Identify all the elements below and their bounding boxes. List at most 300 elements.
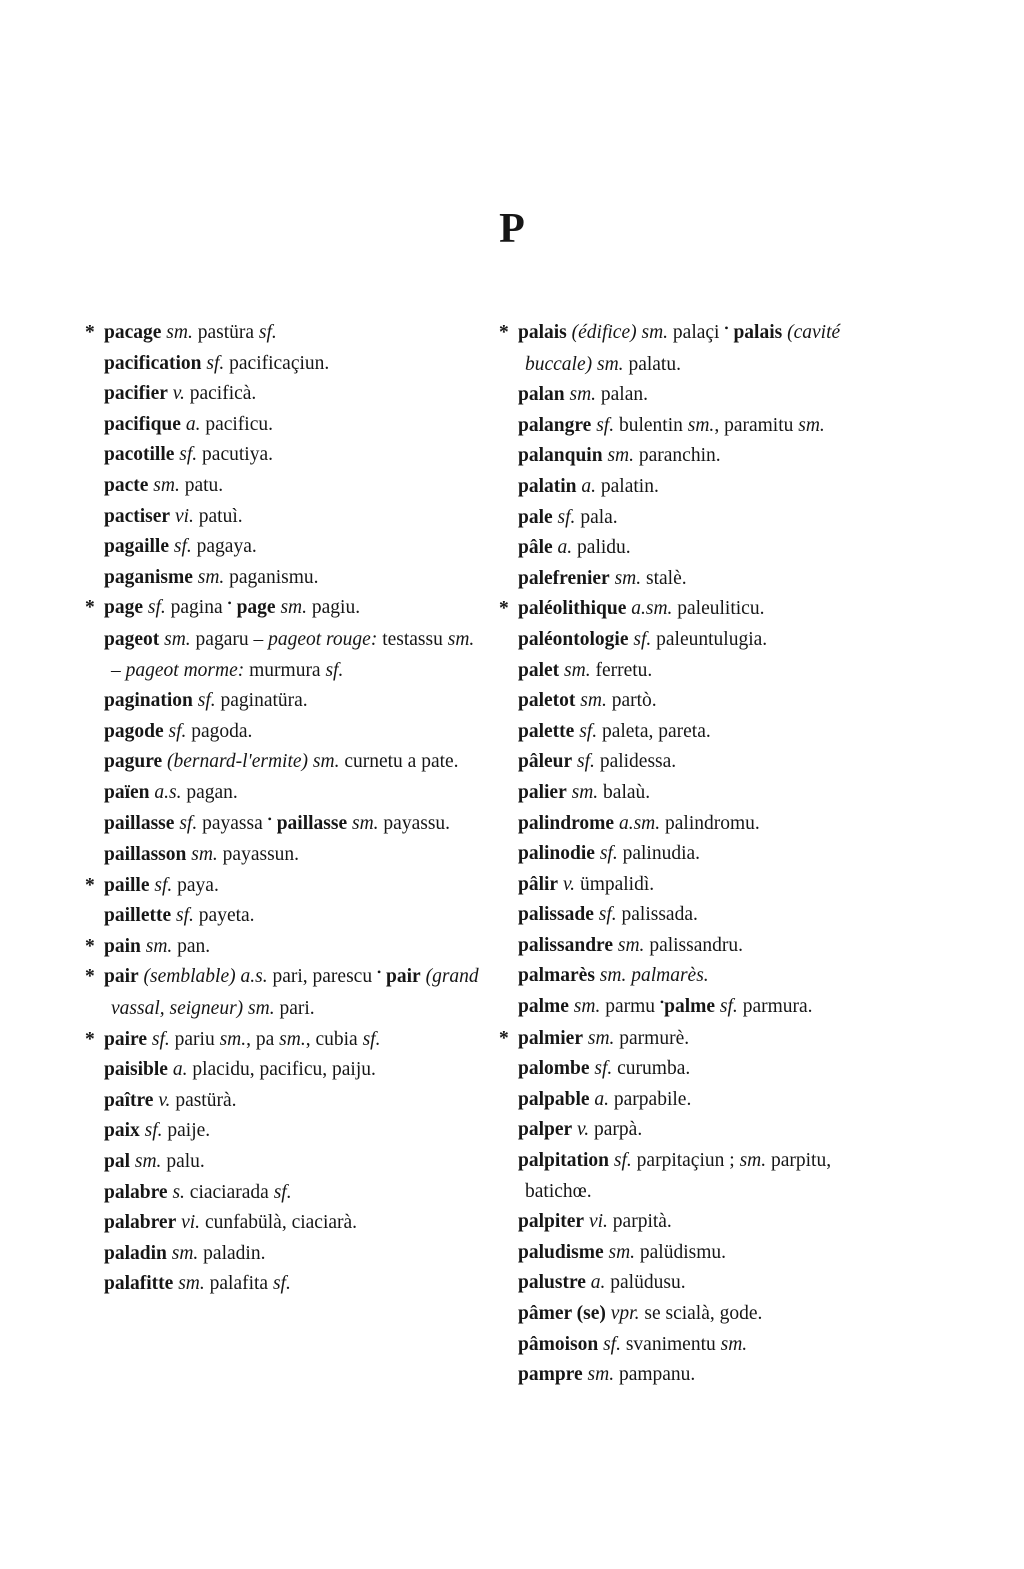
- dictionary-entry: [518, 1115, 898, 1146]
- headword: palette: [518, 720, 575, 742]
- page-letter-heading: P: [499, 206, 525, 252]
- separator-bullet: •: [724, 321, 729, 335]
- dictionary-entry: [518, 503, 898, 534]
- separator-bullet: •: [227, 596, 232, 611]
- separator-bullet: •: [659, 995, 665, 1010]
- headword: palmarès: [518, 965, 595, 987]
- grammar-label: a.: [185, 413, 201, 435]
- translation-text: pagaya.: [191, 536, 257, 558]
- grammar-label: sm.: [447, 628, 475, 650]
- headword: pacage: [104, 322, 162, 343]
- grammar-label: sf.: [197, 690, 216, 712]
- dictionary-entry: [518, 625, 898, 656]
- headword: paladin: [104, 1242, 167, 1264]
- grammar-label: sm.: [569, 384, 597, 406]
- dictionary-entry: [104, 809, 484, 841]
- grammar-label: sf.: [596, 414, 615, 436]
- grammar-label: sm.: [580, 690, 607, 712]
- translation-text: pariu: [169, 1028, 220, 1050]
- translation-text: testassu: [377, 628, 448, 650]
- translation-text: pagiu.: [307, 597, 361, 619]
- translation-text: parmu: [600, 996, 660, 1018]
- grammar-label: sf.: [633, 628, 652, 650]
- translation-text: , pa: [246, 1028, 280, 1050]
- grammar-label: sf.: [179, 812, 198, 834]
- grammar-label: sf.: [272, 1273, 291, 1295]
- translation-text: pala.: [575, 506, 618, 528]
- dictionary-entry: [499, 594, 898, 625]
- translation-text: paleta, pareta.: [597, 720, 711, 742]
- asterisk-marker: *: [499, 598, 509, 620]
- grammar-label: vi.: [588, 1211, 608, 1233]
- translation-text: pastürà.: [170, 1089, 237, 1111]
- grammar-label: sm.: [587, 1027, 615, 1049]
- dictionary-entry: [518, 809, 898, 840]
- translation-text: paladin.: [198, 1242, 266, 1264]
- headword: pain: [104, 935, 141, 957]
- headword: palmier: [518, 1027, 583, 1049]
- headword: paisible: [104, 1059, 168, 1081]
- headword: paillasse: [104, 812, 175, 834]
- dictionary-entry: [518, 1146, 898, 1207]
- grammar-label: vi.: [181, 1212, 201, 1234]
- headword: pacte: [104, 474, 149, 496]
- headword: palinodie: [518, 843, 595, 865]
- grammar-label: sm.: [798, 414, 825, 436]
- headword: pagure: [104, 751, 163, 773]
- translation-text: pagan.: [181, 781, 238, 803]
- translation-text: parpitaçiun ;: [631, 1150, 740, 1172]
- translation-text: palatu.: [623, 353, 681, 375]
- headword: pagaille: [104, 536, 170, 558]
- grammar-label: sf.: [144, 1120, 163, 1142]
- headword: palan: [518, 384, 565, 406]
- headword: palefrenier: [518, 567, 610, 589]
- headword: palissade: [518, 904, 594, 926]
- translation-text: pastüra: [192, 322, 259, 343]
- grammar-label: sm.: [197, 566, 225, 588]
- translation-text: curnetu a pate.: [339, 751, 459, 773]
- grammar-label: sm.: [279, 1028, 306, 1050]
- headword: pâlir: [518, 873, 559, 895]
- grammar-label: a.: [581, 475, 597, 497]
- headword: pagination: [104, 690, 193, 712]
- grammar-label: pageot morme:: [125, 659, 245, 681]
- dictionary-entry: [518, 931, 898, 962]
- dictionary-entry: [518, 1054, 898, 1085]
- grammar-label: sm.: [687, 414, 715, 436]
- translation-text: paganismu.: [224, 566, 319, 588]
- headword: paître: [104, 1089, 154, 1111]
- dictionary-entry: [518, 380, 898, 411]
- grammar-label: sm.: [145, 935, 173, 957]
- headword: pacotille: [104, 444, 175, 466]
- headword: pacifique: [104, 413, 181, 435]
- headword: palet: [518, 659, 560, 681]
- headword: paganisme: [104, 566, 193, 588]
- dictionary-entry: [518, 870, 898, 901]
- grammar-label: sf.: [154, 874, 173, 896]
- grammar-label: pageot rouge:: [268, 628, 378, 650]
- translation-text: cunfabülà, ciaciarà.: [200, 1212, 358, 1234]
- translation-text: , paramitu: [714, 414, 799, 436]
- translation-text: se scialà, gode.: [639, 1303, 763, 1324]
- grammar-label: sm.: [166, 322, 193, 343]
- headword: pal: [104, 1151, 131, 1173]
- grammar-label: sf.: [362, 1028, 381, 1050]
- headword: pale: [518, 506, 553, 528]
- translation-text: pacutiya.: [197, 444, 273, 466]
- translation-text: palindromu.: [660, 812, 760, 834]
- grammar-label: (semblable) a.s.: [143, 966, 268, 988]
- headword: page: [104, 597, 143, 619]
- translation-text: payassun.: [217, 844, 300, 866]
- grammar-label: sf.: [719, 996, 738, 1018]
- grammar-label: sm.: [564, 659, 591, 681]
- grammar-label: sf.: [325, 659, 344, 681]
- translation-text: pacificu.: [200, 413, 273, 435]
- grammar-label: sf.: [613, 1150, 632, 1172]
- dictionary-entry: [85, 962, 484, 1024]
- headword: palme: [664, 996, 716, 1018]
- translation-text: parmurè.: [614, 1027, 690, 1049]
- headword: pampre: [518, 1364, 583, 1386]
- asterisk-marker: *: [85, 966, 95, 988]
- grammar-label: sf.: [273, 1181, 292, 1203]
- headword: palustre: [518, 1272, 586, 1294]
- headword: palafitte: [104, 1273, 174, 1295]
- grammar-label: a.: [172, 1059, 188, 1081]
- right-column: [499, 318, 898, 1391]
- grammar-label: a.: [590, 1272, 606, 1294]
- translation-text: ümpalidì.: [575, 873, 655, 895]
- dictionary-entry: [85, 593, 484, 625]
- translation-text: , cubia: [305, 1028, 363, 1050]
- dictionary-entry: [518, 1299, 898, 1330]
- grammar-label: vpr.: [610, 1303, 640, 1324]
- translation-text: ciaciarada: [184, 1181, 274, 1203]
- dictionary-entry: [518, 1085, 898, 1116]
- headword: pâmer (se): [518, 1303, 606, 1324]
- dictionary-entry: [518, 533, 898, 564]
- dictionary-entry: [518, 1330, 898, 1361]
- grammar-label: sm.: [219, 1028, 247, 1050]
- translation-text: svanimentu: [620, 1333, 721, 1355]
- translation-text: paranchin.: [633, 445, 721, 467]
- asterisk-marker: *: [85, 874, 95, 896]
- dictionary-entry: [518, 1268, 898, 1299]
- headword: palier: [518, 781, 567, 803]
- dictionary-entry: [518, 717, 898, 748]
- headword: païen: [104, 781, 150, 803]
- headword: pagode: [104, 720, 164, 742]
- grammar-label: sm.: [153, 474, 180, 496]
- grammar-label: v.: [172, 383, 185, 405]
- dictionary-entry: [104, 410, 484, 441]
- grammar-label: sm.: [720, 1333, 748, 1355]
- translation-text: parpabile.: [609, 1088, 692, 1110]
- translation-text: payassa: [197, 812, 268, 834]
- translation-text: murmura: [244, 659, 326, 681]
- dictionary-entry: [104, 532, 484, 563]
- translation-text: pagaru –: [190, 628, 269, 650]
- headword: palanquin: [518, 445, 603, 467]
- headword: paludisme: [518, 1241, 604, 1263]
- translation-text: payeta.: [193, 905, 255, 927]
- headword: pair: [104, 966, 139, 988]
- dictionary-entry: [104, 901, 484, 932]
- dictionary-entry: [104, 1086, 484, 1117]
- dictionary-entry: [104, 717, 484, 748]
- dictionary-entry: [104, 747, 484, 778]
- headword: palpable: [518, 1088, 590, 1110]
- headword: pair: [386, 966, 421, 988]
- translation-text: palüdusu.: [605, 1272, 686, 1294]
- dictionary-entry: [518, 778, 898, 809]
- translation-text: balaù.: [598, 781, 651, 803]
- headword: pâle: [518, 537, 553, 559]
- translation-text: pan.: [172, 935, 211, 957]
- grammar-label: sf.: [173, 536, 192, 558]
- grammar-label: sm.: [191, 844, 218, 866]
- grammar-label: sm.: [134, 1151, 162, 1173]
- grammar-label: sm.: [571, 781, 599, 803]
- dictionary-entry: [518, 441, 898, 472]
- dictionary-entry: [518, 961, 898, 992]
- grammar-label: sm.: [739, 1150, 767, 1172]
- dictionary-entry: [104, 1116, 484, 1147]
- asterisk-marker: *: [499, 1027, 509, 1049]
- translation-text: palidessa.: [594, 751, 677, 773]
- headword: palpitation: [518, 1150, 610, 1172]
- dictionary-entry: [104, 1208, 484, 1239]
- translation-text: palissada.: [616, 904, 698, 926]
- translation-text: pari.: [274, 998, 315, 1020]
- asterisk-marker: *: [85, 935, 95, 957]
- grammar-label: sm.: [617, 934, 645, 956]
- headword: palme: [518, 996, 569, 1018]
- translation-text: palu.: [161, 1151, 205, 1173]
- dictionary-entry: [104, 1269, 484, 1300]
- grammar-label: sf.: [147, 597, 166, 619]
- dictionary-entry: [85, 932, 484, 963]
- translation-text: palatin.: [596, 475, 659, 497]
- asterisk-marker: *: [499, 322, 509, 343]
- headword: paille: [104, 874, 150, 896]
- headword: palper: [518, 1119, 573, 1141]
- translation-text: ferretu.: [590, 659, 653, 681]
- translation-text: paleuliticu.: [672, 598, 765, 620]
- headword: pactiser: [104, 505, 171, 527]
- headword: paléolithique: [518, 598, 627, 620]
- grammar-label: v.: [562, 873, 576, 895]
- headword: pâleur: [518, 751, 573, 773]
- grammar-label: (cavité buccale) sm.: [525, 322, 841, 375]
- translation-text: paginatüra.: [215, 690, 308, 712]
- dictionary-entry: [104, 563, 484, 594]
- translation-text: pagina: [165, 597, 228, 619]
- dictionary-entry: [104, 778, 484, 809]
- grammar-label: sf.: [176, 905, 194, 927]
- grammar-label: s.: [172, 1181, 185, 1203]
- grammar-label: sm.: [587, 1364, 615, 1386]
- headword: paillasson: [104, 844, 187, 866]
- headword: paillette: [104, 905, 172, 927]
- translation-text: pacificà.: [184, 383, 257, 405]
- grammar-label: sm.: [614, 567, 642, 589]
- translation-text: paya.: [172, 874, 219, 896]
- dictionary-entry: [499, 1024, 898, 1055]
- dictionary-entry: [104, 625, 484, 686]
- headword: page: [236, 597, 276, 619]
- separator-bullet: •: [267, 811, 272, 826]
- grammar-label: (grand vassal, seigneur) sm.: [111, 966, 479, 1020]
- headword: pacifier: [104, 383, 168, 405]
- dictionary-entry: [104, 686, 484, 717]
- grammar-label: sm.: [607, 445, 634, 467]
- headword: paléontologie: [518, 628, 629, 650]
- translation-text: paleuntulugia.: [651, 628, 768, 650]
- asterisk-marker: *: [85, 597, 95, 619]
- headword: palabre: [104, 1181, 168, 1203]
- grammar-label: a.: [594, 1088, 610, 1110]
- grammar-label: sm.: [280, 597, 307, 619]
- asterisk-marker: *: [85, 322, 95, 343]
- headword: palissandre: [518, 934, 614, 956]
- grammar-label: sf.: [598, 904, 617, 926]
- dictionary-entry: [518, 1360, 898, 1391]
- translation-text: parpità.: [607, 1211, 672, 1233]
- dictionary-entry: [104, 502, 484, 533]
- dictionary-entry: [518, 1238, 898, 1269]
- grammar-label: sf.: [599, 843, 618, 865]
- dictionary-entry: [85, 1025, 484, 1056]
- headword: palpiter: [518, 1211, 585, 1233]
- grammar-label: sf.: [579, 720, 598, 742]
- grammar-label: v.: [577, 1119, 590, 1141]
- headword: palabrer: [104, 1212, 177, 1234]
- grammar-label: sm.: [171, 1242, 199, 1264]
- dictionary-entry: [104, 379, 484, 410]
- dictionary-entry: [518, 656, 898, 687]
- headword: paire: [104, 1028, 147, 1050]
- headword: palindrome: [518, 812, 615, 834]
- translation-text: partò.: [606, 690, 657, 712]
- headword: paix: [104, 1120, 140, 1142]
- translation-text: palinudia.: [617, 843, 701, 865]
- grammar-label: sf.: [168, 720, 187, 742]
- translation-text: placidu, pacificu, paiju.: [187, 1059, 376, 1081]
- translation-text: –: [111, 659, 126, 681]
- grammar-label: sf.: [594, 1058, 613, 1080]
- headword: paletot: [518, 690, 576, 712]
- translation-text: paije.: [162, 1120, 211, 1142]
- headword: pacification: [104, 352, 202, 374]
- grammar-label: sf.: [179, 444, 198, 466]
- headword: paillasse: [276, 812, 348, 834]
- headword: palatin: [518, 475, 577, 497]
- translation-text: stalè.: [641, 567, 687, 589]
- headword: palais: [518, 322, 567, 343]
- dictionary-entry: [104, 1147, 484, 1178]
- grammar-label: sm. palmarès.: [599, 965, 709, 987]
- translation-text: palidu.: [572, 537, 631, 559]
- grammar-label: a.sm.: [618, 812, 661, 834]
- grammar-label: sf.: [258, 322, 277, 343]
- grammar-label: sf.: [206, 352, 225, 374]
- translation-text: palaçi: [668, 322, 725, 343]
- dictionary-entry: [518, 411, 898, 442]
- grammar-label: (édifice) sm.: [571, 322, 669, 343]
- translation-text: pacificaçiun.: [224, 352, 330, 374]
- dictionary-entry: [104, 840, 484, 871]
- translation-text: palissandru.: [644, 934, 744, 956]
- grammar-label: sm.: [608, 1241, 636, 1263]
- dictionary-entry: [85, 871, 484, 902]
- grammar-label: a.s.: [154, 781, 182, 803]
- translation-text: curumba.: [612, 1058, 691, 1080]
- grammar-label: sf.: [577, 751, 595, 773]
- grammar-label: sm.: [352, 812, 379, 834]
- translation-text: pari, parescu: [267, 966, 377, 988]
- dictionary-entry: [104, 440, 484, 471]
- translation-text: pagoda.: [186, 720, 253, 742]
- grammar-label: a.: [557, 537, 573, 559]
- grammar-label: sf.: [151, 1028, 170, 1050]
- dictionary-entry: [104, 349, 484, 380]
- grammar-label: a.sm.: [631, 598, 673, 620]
- dictionary-entry: [104, 471, 484, 502]
- asterisk-marker: *: [85, 1028, 95, 1050]
- translation-text: bulentin: [614, 414, 688, 436]
- dictionary-entry: [518, 564, 898, 595]
- grammar-label: vi.: [174, 505, 194, 527]
- translation-text: parmura.: [737, 996, 813, 1018]
- translation-text: palan.: [596, 384, 649, 406]
- grammar-label: sf.: [603, 1333, 621, 1355]
- translation-text: patuì.: [193, 505, 243, 527]
- translation-text: palafita: [204, 1273, 273, 1295]
- grammar-label: sm.: [164, 628, 191, 650]
- translation-text: pampanu.: [614, 1364, 696, 1386]
- headword: pageot: [104, 628, 160, 650]
- translation-text: palüdismu.: [635, 1241, 727, 1263]
- dictionary-entry: [518, 992, 898, 1024]
- grammar-label: sf.: [557, 506, 576, 528]
- translation-text: parpitu, batichœ.: [525, 1150, 832, 1202]
- dictionary-entry: [499, 318, 898, 380]
- dictionary-entry: [518, 747, 898, 778]
- translation-text: patu.: [179, 474, 224, 496]
- headword: palangre: [518, 414, 592, 436]
- dictionary-entry: [518, 472, 898, 503]
- dictionary-entry: [85, 318, 484, 349]
- separator-bullet: •: [376, 965, 382, 980]
- translation-text: parpà.: [589, 1119, 643, 1141]
- grammar-label: sm.: [573, 996, 601, 1018]
- dictionary-entry: [104, 1055, 484, 1086]
- grammar-label: (bernard-l'ermite) sm.: [167, 751, 340, 773]
- translation-text: payassu.: [378, 812, 451, 834]
- dictionary-entry: [518, 686, 898, 717]
- left-column: [85, 318, 484, 1300]
- dictionary-entry: [104, 1178, 484, 1209]
- dictionary-entry: [518, 839, 898, 870]
- dictionary-entry: [104, 1239, 484, 1270]
- dictionary-entry: [518, 900, 898, 931]
- headword: palombe: [518, 1058, 590, 1080]
- dictionary-entry: [518, 1207, 898, 1238]
